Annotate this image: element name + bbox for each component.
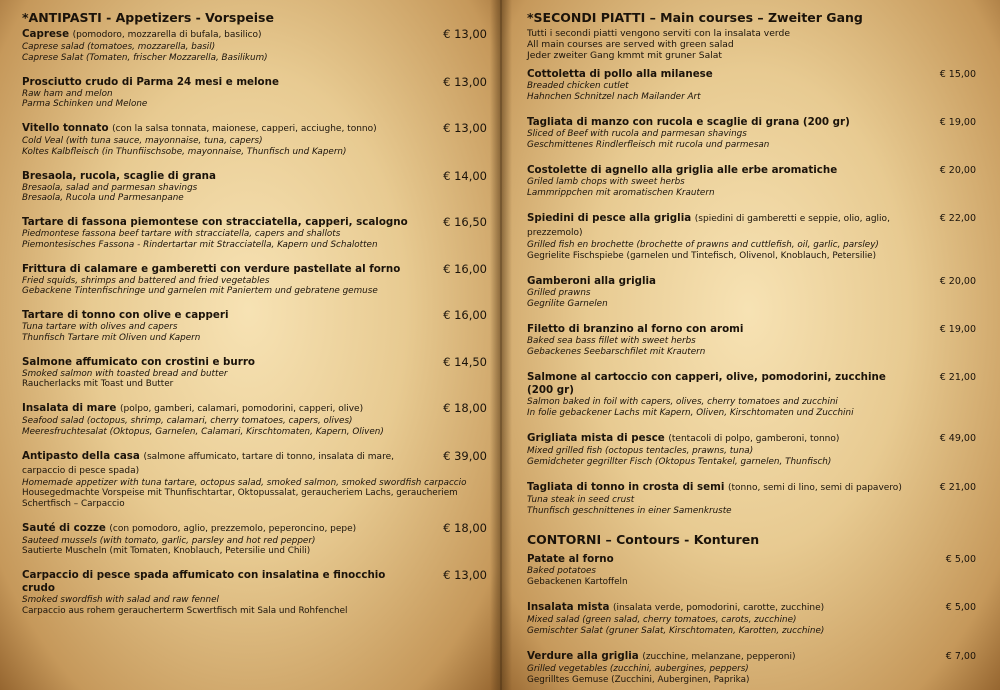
dish-english: Tuna steak in seed crust: [527, 495, 635, 505]
dish-detail: (polpo, gamberi, calamari, pomodorini, capperi, olive): [120, 404, 364, 414]
dish-english: Breaded chicken cutlet: [527, 81, 629, 91]
antipasti-list: [22, 28, 487, 616]
menu-item: [527, 601, 976, 636]
dish-name: Frittura di calamare e gamberetti con verdure pastellate al forno: [22, 262, 401, 275]
menu-item: [527, 432, 976, 467]
dish-name-line: [22, 450, 487, 478]
dish-name-line: [22, 263, 487, 276]
dish-name: Tagliata di manzo con rucola e scaglie di grana (200 gr): [527, 116, 850, 128]
dish-detail: (con la salsa tonnata, maionese, capperi, acciughe, tonno): [112, 124, 377, 134]
dish-german: Gebackene Tintenfischringe und garnelen mit Paniertem und gebratene gemuse: [22, 286, 378, 296]
dish-english: Piedmontese fassona beef tartare with stracciatella, capers and shallots: [22, 229, 341, 239]
dish-english: Seafood salad (octopus, shrimp, calamari, cherry tomatoes, capers, olives): [22, 416, 353, 426]
dish-name: Cottoletta di pollo alla milanese: [527, 68, 713, 80]
contorni-title: CONTORNI – Contours - Konturen: [527, 532, 760, 547]
menu-item: [527, 553, 976, 587]
dish-name-line: [527, 650, 976, 664]
dish-english: Raw ham and melon: [22, 88, 113, 99]
dish-german: Gebackenen Kartoffeln: [527, 576, 628, 587]
dish-name: Carpaccio di pesce spada affumicato con insalatina e finocchio crudo: [22, 569, 386, 594]
dish-name-line: [527, 553, 976, 566]
dish-english: Tuna tartare with olives and capers: [22, 322, 178, 332]
dish-name-line: [22, 122, 487, 136]
dish-price: € 22,00: [939, 213, 976, 224]
dish-german: Parma Schinken und Melone: [22, 99, 148, 109]
dish-detail: (insalata verde, pomodorini, carotte, zucchine): [613, 603, 825, 613]
intro-line: Tutti i secondi piatti vengono serviti con la insalata verde: [527, 28, 790, 39]
menu-item: [22, 356, 487, 390]
dish-name-line: [527, 275, 976, 288]
dish-detail: (zucchine, melanzane, pepperoni): [642, 652, 796, 662]
dish-english: Smoked swordfish with salad and raw fennel: [22, 595, 219, 605]
dish-english: Fried squids, shrimps and battered and fried vegetables: [22, 275, 270, 286]
dish-name: Salmone affumicato con crostini e burro: [22, 355, 255, 368]
menu-item: [22, 263, 487, 297]
dish-price: € 20,00: [939, 276, 976, 287]
dish-name-line: [22, 170, 487, 183]
dish-german: Meeresfruchtesalat (Oktopus, Garnelen, Calamari, Kirschtomaten, Kapern, Oliven): [22, 426, 384, 437]
dish-german: Gegrilltes Gemuse (Zucchini, Auberginen, Paprika): [527, 674, 750, 685]
dish-price: € 16,00: [443, 261, 487, 276]
dish-price: € 13,00: [443, 568, 487, 582]
dish-price: € 19,00: [939, 117, 976, 128]
dish-name-line: [527, 212, 976, 240]
menu-item: [527, 164, 976, 198]
menu-item: [22, 122, 487, 157]
dish-detail: (tonno, semi di lino, semi di papavero): [728, 483, 902, 493]
dish-name: Grigliata mista di pesce: [527, 432, 665, 444]
dish-german: Gegrilite Garnelen: [527, 298, 608, 309]
dish-english: Baked sea bass fillet with sweet herbs: [527, 336, 696, 346]
dish-price: € 5,00: [945, 602, 976, 613]
dish-name: Prosciutto crudo di Parma 24 mesi e melone: [22, 75, 279, 88]
dish-price: € 13,00: [443, 74, 487, 89]
dish-price: € 15,00: [939, 69, 976, 80]
dish-german: Gemischter Salat (gruner Salat, Kirschtomaten, Karotten, zucchine): [527, 625, 825, 636]
dish-german: Caprese Salat (Tomaten, frischer Mozzarella, Basilikum): [22, 52, 268, 63]
dish-german: Lammrippchen mit aromatischen Krautern: [527, 187, 715, 198]
menu-page-left: [0, 0, 497, 690]
contorni-list: [527, 553, 976, 685]
dish-name: Tartare di fassona piemontese con stracciatella, capperi, scalogno: [22, 216, 408, 228]
dish-price: € 21,00: [939, 482, 976, 493]
menu-item: [527, 650, 976, 685]
dish-english: Grilled fish en brochette (brochette of prawns and cuttlefish, oil, garlic, parsley): [527, 240, 879, 250]
menu-item: [22, 216, 487, 250]
dish-german: Piemontesisches Fassona - Rindertartar mit Stracciatella, Kapern und Schalotten: [22, 239, 378, 250]
dish-name-line: [527, 164, 976, 177]
dish-name-line: [22, 309, 487, 322]
secondi-list: [527, 68, 976, 516]
dish-name: Costolette di agnello alla griglia alle erbe aromatiche: [527, 164, 838, 176]
dish-detail: (con pomodoro, aglio, prezzemolo, peperoncino, pepe): [109, 523, 357, 534]
dish-price: € 13,00: [443, 121, 487, 135]
menu-item: [527, 212, 976, 261]
dish-price: € 39,00: [443, 448, 487, 463]
menu-page-right: [497, 0, 1000, 690]
dish-german: Thunfisch geschnittenes in einer Samenkruste: [527, 505, 732, 516]
dish-price: € 13,00: [443, 27, 487, 41]
dish-detail: (salmone affumicato, tartare di tonno, insalata di mare, carpaccio di pesce spada): [22, 451, 394, 476]
dish-detail: (pomodoro, mozzarella di bufala, basilico): [72, 30, 262, 40]
menu-item: [527, 275, 976, 309]
dish-german: Housegedmachte Vorspeise mit Thunfischtartar, Oktopussalat, geraucheriem Lachs, geraucheriem Schertfisch – Carpaccio: [22, 488, 458, 509]
dish-price: € 19,00: [939, 324, 976, 335]
dish-german: Hahnchen Schnitzel nach Mailander Art: [527, 91, 701, 102]
dish-name: Insalata mista: [527, 601, 610, 613]
dish-price: € 21,00: [939, 372, 976, 383]
dish-name: Bresaola, rucola, scaglie di grana: [22, 169, 216, 182]
dish-german: Thunfisch Tartare mit Oliven und Kapern: [22, 332, 201, 343]
secondi-title: *SECONDI PIATTI – Main courses – Zweiter Gang: [527, 10, 863, 25]
dish-english: Smoked salmon with toasted bread and butter: [22, 368, 228, 379]
dish-german: Koltes Kalbfleisch (in Thunfiischsobe, mayonnaise, Thunfisch und Kapern): [22, 146, 347, 157]
menu-item: [22, 450, 487, 510]
dish-german: Carpaccio aus rohem geraucherterm Scwertfisch mit Sala und Rohfenchel: [22, 605, 348, 616]
dish-german: Gemidcheter gegrillter Fisch (Oktopus Tentakel, garnelen, Thunfisch): [527, 456, 832, 467]
secondi-intro: [527, 28, 976, 61]
dish-name: Tagliata di tonno in crosta di semi: [527, 481, 725, 493]
dish-name-line: [527, 323, 976, 336]
menu-item: [22, 28, 487, 63]
menu-item: [22, 309, 487, 343]
dish-price: € 18,00: [443, 401, 487, 415]
dish-name: Verdure alla griglia: [527, 650, 639, 662]
menu-item: [22, 402, 487, 437]
dish-price: € 16,50: [443, 215, 487, 229]
dish-english: Bresaola, salad and parmesan shavings: [22, 182, 198, 193]
dish-name-line: [22, 402, 487, 416]
dish-german: In folie gebackener Lachs mit Kapern, Oliven, Kirschtomaten und Zucchini: [527, 407, 854, 418]
menu-item: [22, 569, 487, 616]
dish-name: Antipasto della casa: [22, 449, 140, 462]
dish-name-line: [22, 522, 487, 536]
dish-german: Sautierte Muscheln (mit Tomaten, Knoblauch, Petersilie und Chili): [22, 546, 311, 556]
dish-name-line: [22, 569, 487, 595]
menu-item: [527, 323, 976, 357]
dish-name: Tartare di tonno con olive e capperi: [22, 309, 229, 321]
dish-english: Grilled vegetables (zucchini, aubergines, peppers): [527, 664, 749, 674]
dish-name: Sauté di cozze: [22, 521, 106, 534]
dish-german: Gegrielite Fischspiebe (garnelen und Tintefisch, Olivenol, Knoblauch, Petersilie): [527, 250, 877, 261]
dish-price: € 5,00: [945, 554, 976, 565]
dish-name-line: [527, 116, 976, 129]
dish-german: Geschmittenes Rindlerfleisch mit rucola und parmesan: [527, 139, 770, 150]
dish-english: Cold Veal (with tuna sauce, mayonnaise, tuna, capers): [22, 136, 263, 146]
dish-name: Patate al forno: [527, 553, 614, 565]
menu-item: [527, 68, 976, 102]
menu-item: [527, 481, 976, 516]
menu-item: [22, 76, 487, 110]
dish-english: Grilled prawns: [527, 288, 591, 298]
dish-english: Homemade appetizer with tuna tartare, octopus salad, smoked salmon, smoked swordfish carpaccio: [22, 477, 467, 488]
dish-name: Salmone al cartoccio con capperi, olive, pomodorini, zucchine (200 gr): [527, 371, 886, 396]
dish-price: € 7,00: [945, 651, 976, 662]
dish-name-line: [527, 432, 976, 446]
dish-name-line: [22, 76, 487, 89]
dish-name-line: [527, 601, 976, 615]
dish-price: € 14,00: [443, 168, 487, 183]
dish-price: € 18,00: [443, 520, 487, 535]
dish-english: Griled lamb chops with sweet herbs: [527, 177, 685, 187]
dish-name-line: [527, 481, 976, 495]
dish-english: Mixed salad (green salad, cherry tomatoes, carots, zucchine): [527, 615, 797, 625]
intro-line: Jeder zweiter Gang kmmt mit gruner Salat: [527, 50, 722, 61]
dish-english: Caprese salad (tomatoes, mozzarella, basil): [22, 42, 216, 52]
dish-german: Raucherlacks mit Toast und Butter: [22, 379, 174, 389]
menu-item: [527, 116, 976, 150]
dish-english: Salmon baked in foil with capers, olives, cherry tomatoes and zucchini: [527, 397, 838, 407]
dish-name-line: [527, 68, 976, 81]
dish-detail: (spiedini di gamberetti e seppie, olio, aglio, prezzemolo): [527, 214, 890, 238]
dish-name-line: [22, 216, 487, 229]
dish-price: € 16,00: [443, 308, 487, 322]
dish-english: Baked potatoes: [527, 566, 596, 576]
dish-name: Filetto di branzino al forno con aromi: [527, 323, 744, 335]
dish-german: Gebackenes Seebarschfilet mit Krautern: [527, 346, 706, 357]
dish-name: Spiedini di pesce alla griglia: [527, 212, 692, 224]
dish-english: Mixed grilled fish (octopus tentacles, prawns, tuna): [527, 446, 754, 456]
dish-detail: (tentacoli di polpo, gamberoni, tonno): [668, 434, 840, 444]
dish-price: € 49,00: [939, 433, 976, 444]
dish-name: Insalata di mare: [22, 402, 117, 414]
dish-name-line: [527, 371, 976, 397]
dish-name: Gamberoni alla griglia: [527, 275, 656, 287]
dish-name-line: [22, 356, 487, 369]
antipasti-title: *ANTIPASTI - Appetizers - Vorspeise: [22, 10, 274, 25]
intro-line: All main courses are served with green salad: [527, 39, 734, 50]
dish-german: Bresaola, Rucola und Parmesanpane: [22, 193, 184, 203]
dish-name: Caprese: [22, 28, 70, 40]
dish-price: € 20,00: [939, 165, 976, 176]
dish-english: Sauteed mussels (with tomato, garlic, parsley and hot red pepper): [22, 535, 316, 546]
dish-name: Vitello tonnato: [22, 122, 109, 134]
dish-name-line: [22, 28, 487, 42]
dish-price: € 14,50: [443, 354, 487, 369]
menu-item: [22, 170, 487, 204]
menu-item: [22, 522, 487, 557]
menu-item: [527, 371, 976, 418]
dish-english: Sliced of Beef with rucola and parmesan shavings: [527, 129, 747, 139]
